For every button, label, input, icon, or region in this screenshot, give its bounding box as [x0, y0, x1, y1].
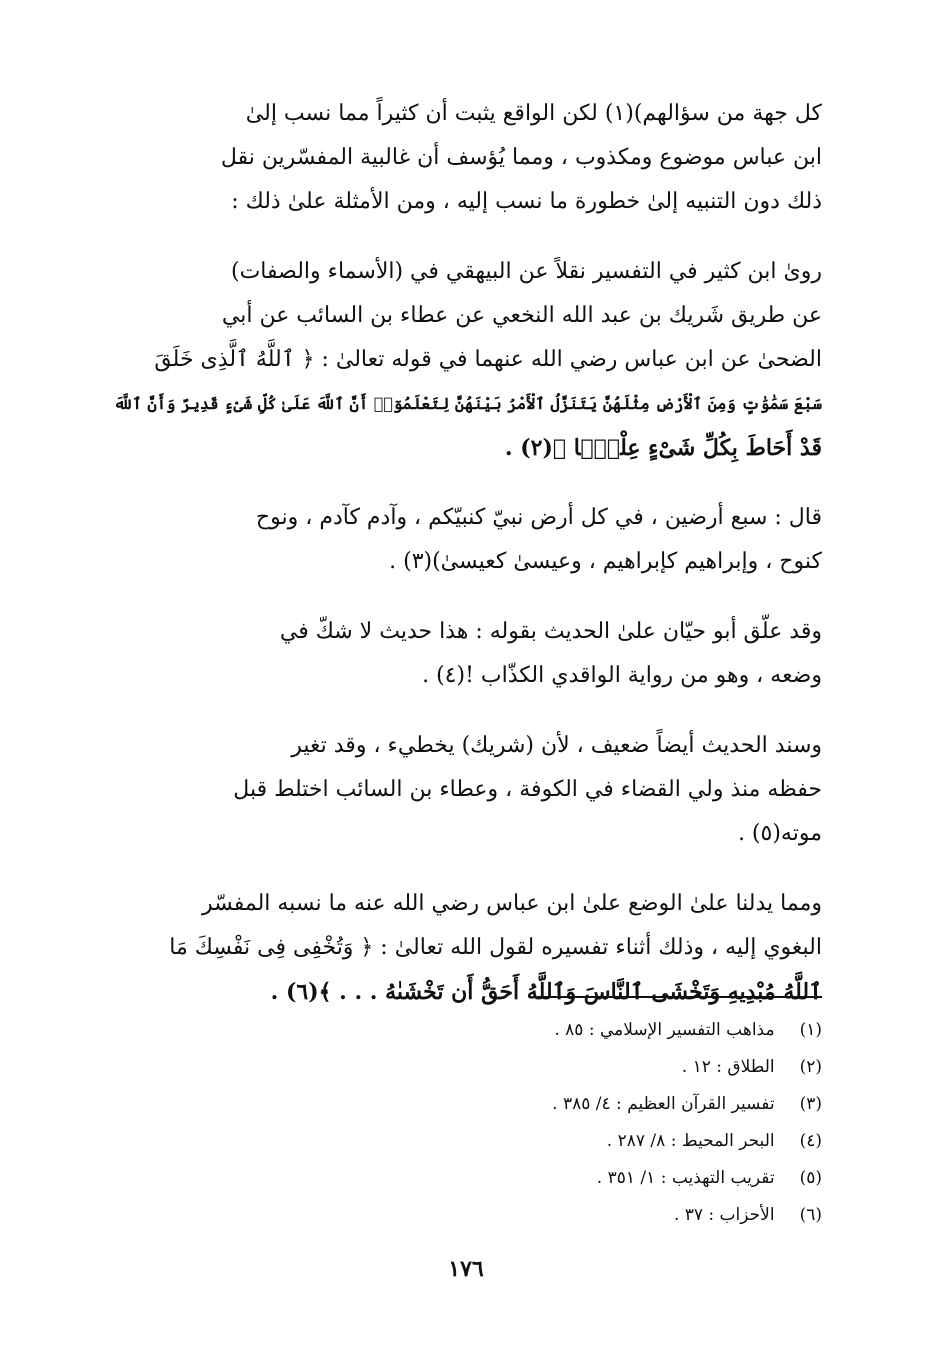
text-line: كنوح ، وإبراهيم كإبراهيم ، وعيسىٰ كعيسىٰ)(٣) . — [389, 549, 822, 574]
quran-verse-line: ٱللَّهُ مُبْدِيهِ وَتَخْشَى ٱلنَّاسَ وَٱللَّهُ أَحَقُّ أَن تَخْشَىٰهُ . . . ﴾(٦) . — [270, 979, 822, 1005]
text-line: ابن عباس موضوع ومكذوب ، ومما يُؤسف أن غالبية المفسّرين نقل — [220, 145, 822, 170]
text-line: حفظه منذ ولي القضاء في الكوفة ، وعطاء بن السائب اختلط قبل — [233, 777, 822, 802]
paragraph-chain-weakness — [110, 724, 822, 856]
footnote-text: الطلاق : ١٢ . — [681, 1057, 775, 1077]
text-line: الضحىٰ عن ابن عباس رضي الله عنهما في قوله تعالىٰ : ﴿ ٱللَّهُ ٱلَّذِى خَلَقَ — [154, 347, 822, 372]
footnote-item — [110, 1197, 822, 1234]
paragraph-intro — [110, 92, 822, 224]
footnote-text: تفسير القرآن العظيم : ٤/ ٣٨٥ . — [552, 1094, 775, 1114]
footnote-text: الأحزاب : ٣٧ . — [673, 1205, 775, 1225]
text-line: وضعه ، وهو من رواية الواقدي الكذّاب !(٤) . — [422, 663, 822, 688]
footnote-item — [110, 1049, 822, 1086]
footnote-number: (٣) — [799, 1094, 822, 1114]
footnote-item — [110, 1086, 822, 1123]
footnote-number: (٢) — [799, 1057, 822, 1077]
footnote-text: مذاهب التفسير الإسلامي : ٨٥ . — [554, 1020, 775, 1040]
footnote-item — [110, 1012, 822, 1049]
footnote-text: البحر المحيط : ٨/ ٢٨٧ . — [606, 1131, 775, 1151]
text-line: البغوي إليه ، وذلك أثناء تفسيره لقول الله تعالىٰ : ﴿ وَتُخْفِى فِى نَفْسِكَ مَا — [169, 935, 822, 960]
text-line: ومما يدلنا علىٰ الوضع علىٰ ابن عباس رضي الله عنه ما نسبه المفسّر — [201, 891, 822, 916]
text-line: وسند الحديث أيضاً ضعيف ، لأن (شريك) يخطيء ، وقد تغير — [291, 733, 822, 758]
text-line: عن طريق شَريك بن عبد الله النخعي عن عطاء بن السائب عن أبي — [221, 303, 822, 328]
footnotes — [110, 1012, 822, 1234]
page-body — [110, 80, 822, 1310]
text-line: موته(٥) . — [737, 821, 822, 846]
quran-verse-line: سَبْعَ سَمَٰوَٰتٍ وَمِنَ ٱلْأَرْضِ مِثْلَهُنَّ يَتَنَزَّلُ ٱلْأَمْرُ بَيْنَهُنَّ لِتَعْلَمُوٓا۟ أَنَّ ٱللَّهَ عَلَىٰ كُلِّ شَىْءٍ قَدِيرٌ وَأَنَّ ٱللَّهَ — [113, 394, 822, 413]
footnote-number: (٥) — [799, 1168, 822, 1188]
footnote-number: (١) — [799, 1020, 822, 1040]
paragraph-quote — [110, 496, 822, 584]
text-line: وقد علّق أبو حيّان علىٰ الحديث بقوله : هذا حديث لا شكّ في — [279, 619, 822, 644]
paragraph-narration — [110, 250, 822, 470]
text-line: كل جهة من سؤالهم)(١) لكن الواقع يثبت أن كثيراً مما نسب إلىٰ — [245, 101, 822, 126]
footnote-item — [110, 1123, 822, 1160]
footnote-divider — [537, 996, 822, 998]
footnote-text: تقريب التهذيب : ١/ ٣٥١ . — [596, 1168, 775, 1188]
paragraph-commentary — [110, 610, 822, 698]
text-line: رویٰ ابن کثیر في التفسير نقلاً عن البيهقي في (الأسماء والصفات) — [230, 259, 822, 284]
paragraph-baghawi — [110, 882, 822, 1014]
text-line: ذلك دون التنبيه إلىٰ خطورة ما نسب إليه ، ومن الأمثلة علىٰ ذلك : — [231, 189, 822, 214]
quran-verse-line: قَدْ أَحَاطَ بِكُلِّ شَىْءٍ عِلْمًۢا ﴾(٢) . — [504, 435, 822, 461]
footnote-number: (٤) — [799, 1131, 822, 1151]
footnote-item — [110, 1160, 822, 1197]
footnote-number: (٦) — [799, 1205, 822, 1225]
text-line: قال : سبع أرضين ، في كل أرض نبيّ كنبيّكم ، وآدم كآدم ، ونوح — [255, 505, 822, 530]
page-number: ١٧٦ — [448, 1256, 484, 1282]
